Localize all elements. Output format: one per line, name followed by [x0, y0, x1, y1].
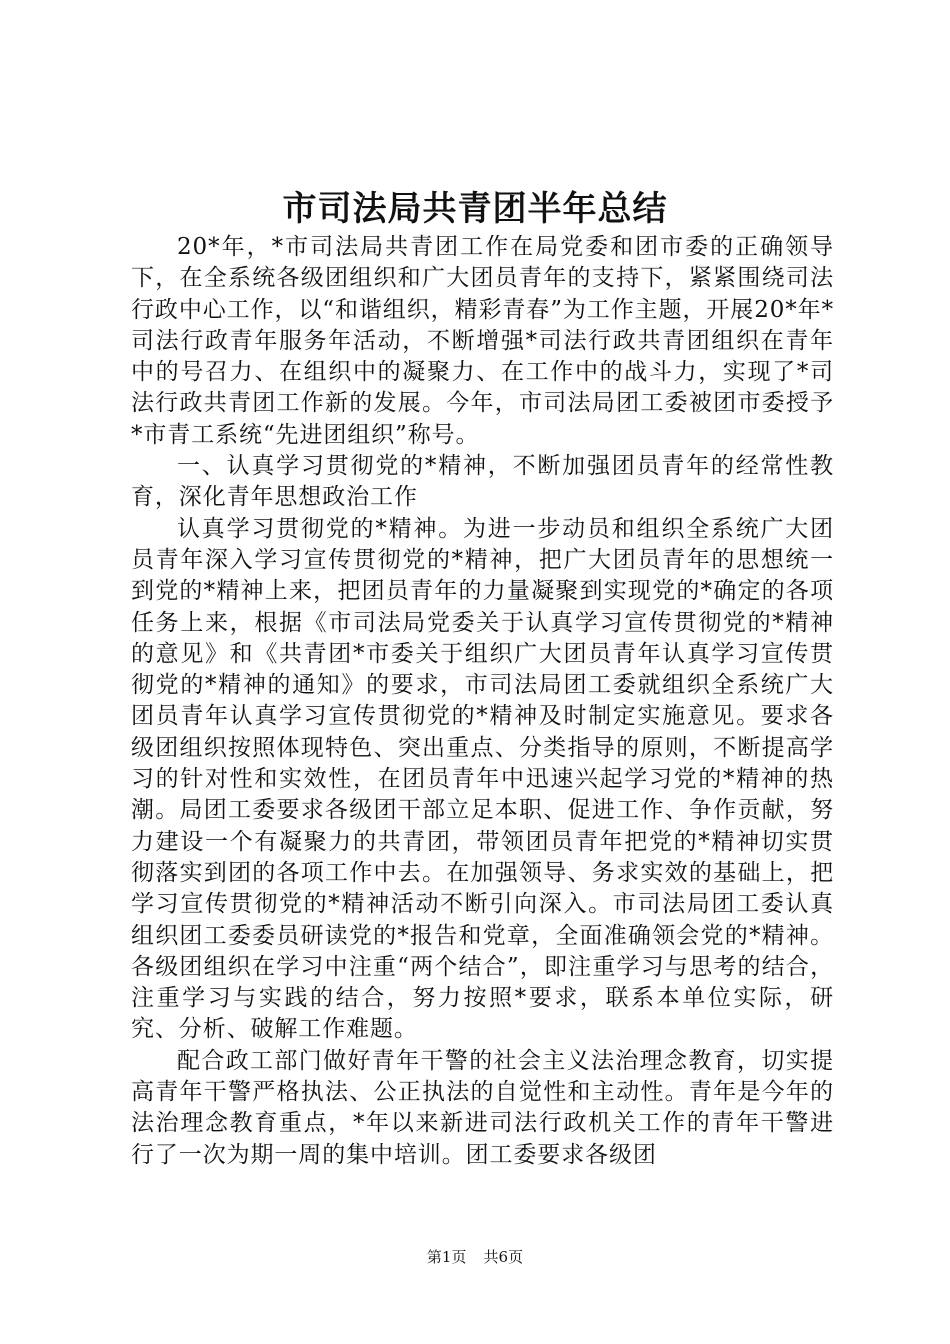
- paragraph-legal-education: 配合政工部门做好青年干警的社会主义法治理念教育，切实提高青年干警严格执法、公正执法的自觉性和主动性。青年是今年的法治理念教育重点，*年以来新进司法行政机关工作的青年干警进行了一次为期一周的集中培训。团工委要求各级团: [131, 1047, 834, 1168]
- paragraph-intro: 20*年，*市司法局共青团工作在局党委和团市委的正确领导下，在全系统各级团组织和广大团员青年的支持下，紧紧围绕司法行政中心工作，以“和谐组织，精彩青春”为工作主题，开展20*年*司法行政青年服务年活动，不断增强*司法行政共青团组织在青年中的号召力、在组织中的凝聚力、在工作中的战斗力，实现了*司法行政共青团工作新的发展。今年，市司法局团工委被团市委授予*市青工系统“先进团组织”称号。: [131, 234, 834, 448]
- section-heading-1: 一、认真学习贯彻党的*精神，不断加强团员青年的经常性教育，深化青年思想政治工作: [131, 453, 834, 511]
- page-separator: [471, 1248, 479, 1266]
- page-footer: [0, 1247, 950, 1267]
- document-title: 市司法局共青团半年总结: [282, 189, 668, 229]
- page-total: 共6页: [483, 1248, 524, 1266]
- paragraph-study: 认真学习贯彻党的*精神。为进一步动员和组织全系统广大团员青年深入学习宣传贯彻党的*精神，把广大团员青年的思想统一到党的*精神上来，把团员青年的力量凝聚到实现党的*确定的各项任务上来，根据《市司法局党委关于认真学习宣传贯彻党的*精神的意见》和《共青团*市委关于组织广大团员青年认真学习宣传贯彻党的*精神的通知》的要求，市司法局团工委就组织全系统广大团员青年认真学习宣传贯彻党的*精神及时制定实施意见。要求各级团组织按照体现特色、突出重点、分类指导的原则，不断提高学习的针对性和实效性，在团员青年中迅速兴起学习党的*精神的热潮。局团工委要求各级团干部立足本职、促进工作、争作贡献，努力建设一个有凝聚力的共青团，带领团员青年把党的*精神切实贯彻落实到团的各项工作中去。在加强领导、务求实效的基础上，把学习宣传贯彻党的*精神活动不断引向深入。市司法局团工委认真组织团工委委员研读党的*报告和党章，全面准确领会党的*精神。各级团组织在学习中注重“两个结合”，即注重学习与思考的结合，注重学习与实践的结合，努力按照*要求，联系本单位实际，研究、分析、破解工作难题。: [131, 515, 834, 1043]
- document-body: [131, 232, 834, 1171]
- page-number: 第1页: [426, 1248, 467, 1266]
